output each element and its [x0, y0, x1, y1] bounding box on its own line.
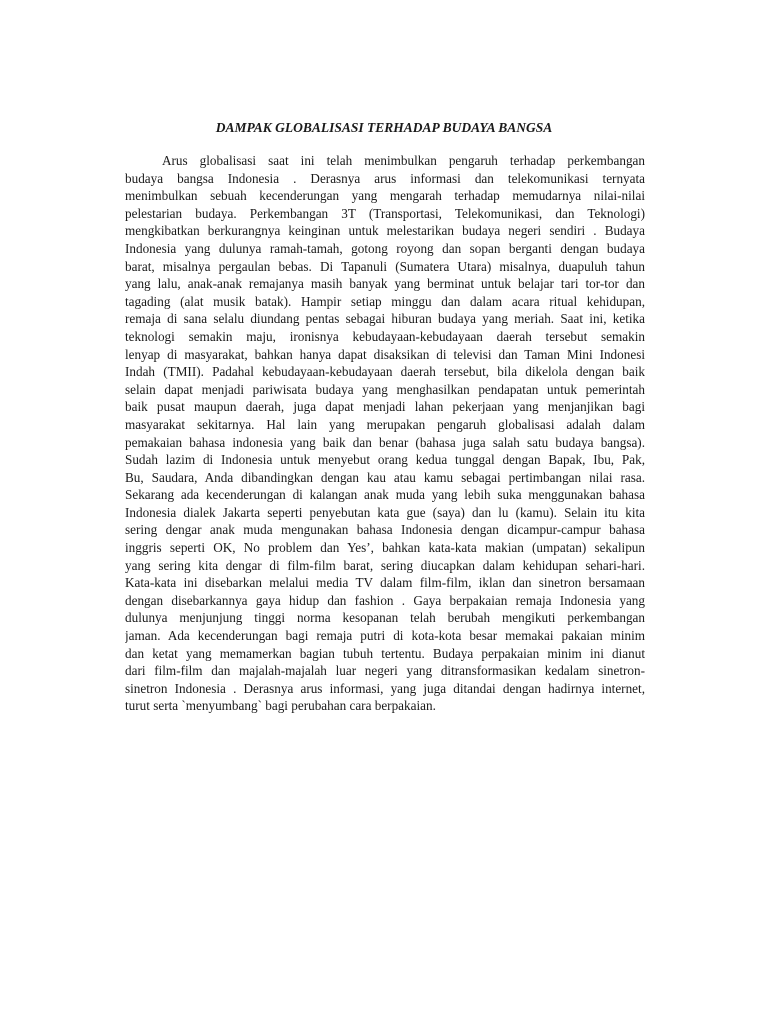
paragraph-line: Kata-kata ini disebarkan melalui media TV dalam film-film, iklan dan sinetron bersamaan — [125, 575, 645, 591]
paragraph-line: masyarakat sekitarnya. Hal lain yang merupakan pengaruh globalisasi adalah dalam — [125, 416, 645, 432]
document-body-paragraph — [125, 152, 645, 715]
paragraph-line: pelestarian budaya. Perkembangan 3T (Transportasi, Telekomunikasi, dan Teknologi) — [125, 205, 645, 221]
paragraph-line: Arus globalisasi saat ini telah menimbulkan pengaruh terhadap perkembangan — [162, 153, 645, 168]
paragraph-line: yang lalu, anak-anak remajanya masih banyak yang berminat untuk belajar tari tor-tor dan — [125, 276, 645, 292]
paragraph-line: dulunya menjunjung tinggi norma kesopanan telah berubah mengikuti perkembangan — [125, 610, 645, 626]
paragraph-line: barat, misalnya pergaulan bebas. Di Tapanuli (Sumatera Utara) misalnya, duapuluh tahun — [125, 258, 645, 274]
paragraph-line: inggris seperti OK, No problem dan Yes’, bahkan kata-kata makian (umpatan) sekalipun — [125, 540, 645, 556]
paragraph-line: turut serta `menyumbang` bagi perubahan cara berpakaian. — [125, 698, 436, 714]
document-title: DAMPAK GLOBALISASI TERHADAP BUDAYA BANGSA — [215, 120, 553, 135]
paragraph-line: teknologi semakin maju, ironisnya kebudayaan-kebudayaan daerah tersebut semakin — [125, 328, 645, 344]
paragraph-line: baik pusat maupun daerah, juga dapat menjadi lahan pekerjaan yang menjanjikan bagi — [125, 399, 645, 415]
paragraph-line: lenyap di masyarakat, bahkan hanya dapat disaksikan di televisi dan Taman Mini Indonesi — [125, 346, 645, 362]
paragraph-line: budaya bangsa Indonesia . Derasnya arus informasi dan telekomunikasi ternyata — [125, 170, 645, 186]
paragraph-line: menimbulkan sebuah kecenderungan yang mengarah terhadap memudarnya nilai-nilai — [125, 188, 645, 204]
paragraph-line: dari film-film dan majalah-majalah luar negeri yang ditransformasikan kedalam sinetron- — [125, 663, 645, 679]
paragraph-line: jaman. Ada kecenderungan bagi remaja putri di kota-kota besar memakai pakaian minim — [125, 628, 645, 644]
paragraph-line: mengkibatkan berkurangnya keinginan untuk melestarikan budaya negeri sendiri . Budaya — [125, 223, 645, 239]
paragraph-line: tagading (alat musik batak). Hampir setiap minggu dan dalam acara ritual kehidupan, — [125, 293, 645, 309]
paragraph-line: sering dengar anak muda mengunakan bahasa Indonesia dengan dicampur-campur bahasa — [125, 522, 645, 538]
paragraph-line: selain dapat menjadi pariwisata budaya yang menghasilkan pendapatan untuk pemerintah — [125, 381, 645, 397]
paragraph-line: Indonesia yang dulunya ramah-tamah, gotong royong dan sopan berganti dengan budaya — [125, 240, 645, 256]
paragraph-line: Indonesia dialek Jakarta seperti penyebutan kata gue (saya) dan lu (kamu). Selain itu kita — [125, 504, 645, 520]
paragraph-line: Sekarang ada kecenderungan di kalangan anak muda yang lebih suka menggunakan bahasa — [125, 487, 645, 503]
paragraph-line: Bu, Saudara, Anda dibandingkan dengan kau atau kamu sebagai pertimbangan nilai rasa. — [125, 469, 645, 485]
paragraph-line: sinetron Indonesia . Derasnya arus informasi, yang juga ditandai dengan hadirnya internet, — [125, 680, 645, 696]
paragraph-line: Indah (TMII). Padahal kebudayaan-kebudayaan daerah tersebut, bila dikelola dengan baik — [125, 364, 645, 380]
paragraph-line: dengan disebarkannya gaya hidup dan fashion . Gaya berpakaian remaja Indonesia yang — [125, 592, 645, 608]
paragraph-line: remaja di sana selalu diundang pentas sebagai hiburan budaya yang meriah. Saat ini, ketika — [125, 311, 645, 327]
paragraph-line: dan ketat yang memamerkan bagian tubuh tertentu. Budaya perpakaian minim ini dianut — [125, 645, 645, 661]
paragraph-line: Sudah lazim di Indonesia untuk menyebut orang kedua tunggal dengan Bapak, Ibu, Pak, — [125, 452, 645, 468]
paragraph-line: pemakaian bahasa indonesia yang baik dan benar (bahasa juga salah satu budaya bangsa). — [125, 434, 645, 450]
paragraph-line: yang sering kita dengar di film-film barat, sering diucapkan dalam kehidupan sehari-hari. — [125, 557, 645, 573]
